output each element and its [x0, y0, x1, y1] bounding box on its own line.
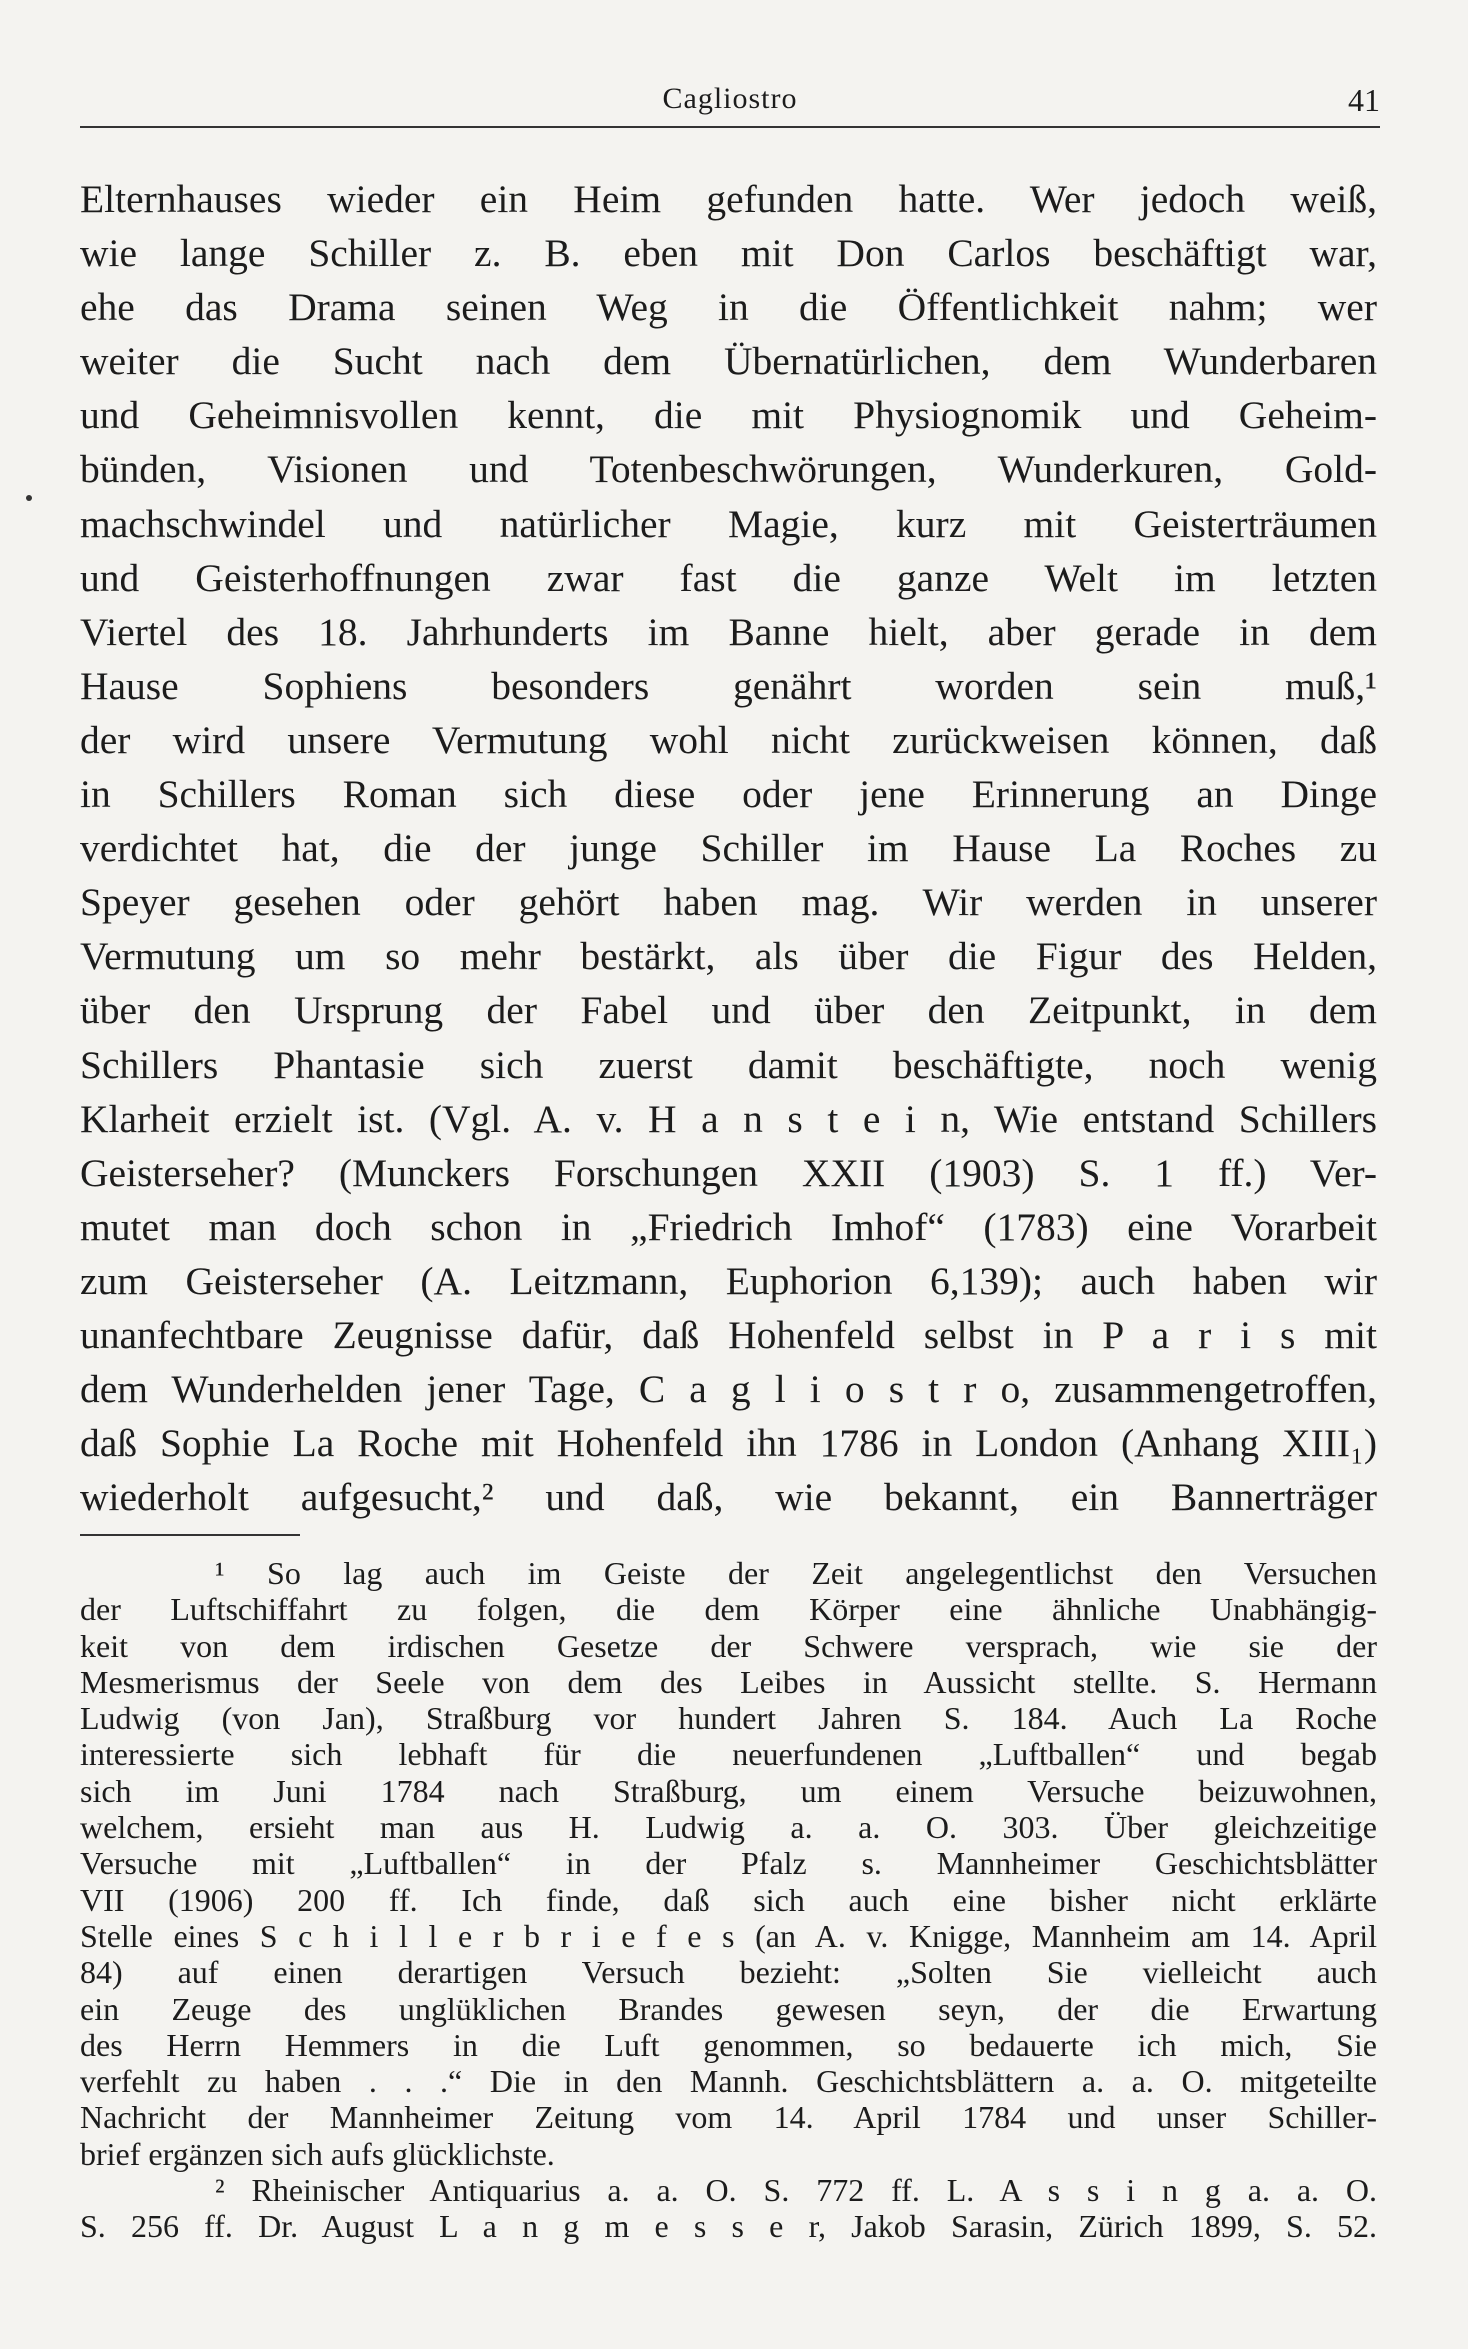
- text-line: zum Geisterseher (A. Leitzmann, Euphorion 6,139); auch haben wir: [80, 1258, 1377, 1303]
- footnote-line: 84) auf einen derartigen Versuch bezieht: „Solten Sie vielleicht auch: [80, 1954, 1377, 1991]
- text-line: Schillers Phantasie sich zuerst damit beschäftigte, noch wenig: [80, 1042, 1377, 1087]
- text-line: der wird unsere Vermutung wohl nicht zurückweisen können, daß: [80, 717, 1377, 762]
- footnote-line: der Luftschiffahrt zu folgen, die dem Körper eine ähnliche Unabhängig-: [80, 1591, 1377, 1628]
- text-line: Elternhauses wieder ein Heim gefunden hatte. Wer jedoch weiß,: [80, 177, 1377, 221]
- text-line: wiederholt aufgesucht,² und daß, wie bekannt, ein Bannerträger: [80, 1475, 1377, 1520]
- running-title: Cagliostro: [662, 82, 798, 115]
- footnote-line: des Herrn Hemmers in die Luft genommen, so bedauerte ich mich, Sie: [80, 2026, 1377, 2063]
- footnote-line: brief ergänzen sich aufs glücklichste.: [80, 2135, 555, 2172]
- text-line: Vermutung um so mehr bestärkt, als über die Figur des Helden,: [80, 934, 1377, 979]
- footnote-line: Versuche mit „Luftballen“ in der Pfalz s. Mannheimer Geschichtsblätter: [80, 1845, 1377, 1882]
- footnote-line: ² Rheinischer Antiquarius a. a. O. S. 772 ff. L. A s s i n g a. a. O.: [215, 2172, 1377, 2209]
- text-line: in Schillers Roman sich diese oder jene Erinnerung an Dinge: [80, 772, 1377, 817]
- footnote-line: Nachricht der Mannheimer Zeitung vom 14. April 1784 und unser Schiller-: [80, 2099, 1377, 2136]
- footnote-line: Mesmerismus der Seele von dem des Leibes in Aussicht stellte. S. Hermann: [80, 1663, 1377, 1700]
- footnote-line: VII (1906) 200 ff. Ich finde, daß sich auch eine bisher nicht erklärte: [80, 1881, 1377, 1918]
- text-line: daß Sophie La Roche mit Hohenfeld ihn 1786 in London (Anhang XIII₁): [80, 1421, 1377, 1466]
- text-line: Geisterseher? (Munckers Forschungen XXII (1903) S. 1 ff.) Ver-: [80, 1150, 1377, 1195]
- footnote-line: interessierte sich lebhaft für die neuerfundenen „Luftballen“ und begab: [80, 1736, 1377, 1773]
- footnote-rule: [80, 1534, 300, 1536]
- footnote-line: ¹ So lag auch im Geiste der Zeit angelegentlichst den Versuchen: [215, 1555, 1377, 1591]
- header-rule: [80, 126, 1380, 128]
- footnote-line: Stelle eines S c h i l l e r b r i e f e s (an A. v. Knigge, Mannheim am 14. April: [80, 1917, 1377, 1954]
- text-line: verdichtet hat, die der junge Schiller im Hause La Roches zu: [80, 826, 1377, 871]
- page-header: [80, 74, 1380, 134]
- text-line: bünden, Visionen und Totenbeschwörungen, Wunderkuren, Gold-: [80, 447, 1377, 492]
- text-line: und Geheimnisvollen kennt, die mit Physiognomik und Geheim-: [80, 393, 1377, 438]
- main-text: [80, 172, 1377, 1524]
- footnote-line: ein Zeuge des unglüklichen Brandes gewesen seyn, der die Erwartung: [80, 1990, 1377, 2027]
- text-line: unanfechtbare Zeugnisse dafür, daß Hohenfeld selbst in P a r i s mit: [80, 1312, 1377, 1357]
- text-line: machschwindel und natürlicher Magie, kurz mit Geisterträumen: [80, 501, 1377, 546]
- text-line: Speyer gesehen oder gehört haben mag. Wir werden in unserer: [80, 880, 1377, 925]
- text-line: Hause Sophiens besonders genährt worden sein muß,¹: [80, 663, 1377, 708]
- footnotes: [80, 1555, 1377, 2245]
- text-line: ehe das Drama seinen Weg in die Öffentlichkeit nahm; wer: [80, 285, 1377, 330]
- footnote-line: keit von dem irdischen Gesetze der Schwere versprach, wie sie der: [80, 1627, 1377, 1664]
- text-line: dem Wunderhelden jener Tage, C a g l i o s t r o, zusammengetroffen,: [80, 1367, 1377, 1412]
- text-line: und Geisterhoffnungen zwar fast die ganze Welt im letzten: [80, 555, 1377, 600]
- footnote-line: verfehlt zu haben . . .“ Die in den Mannh. Geschichtsblättern a. a. O. mitgeteilte: [80, 2063, 1377, 2100]
- page-number: 41: [1348, 82, 1380, 118]
- text-line: mutet man doch schon in „Friedrich Imhof“ (1783) eine Vorarbeit: [80, 1204, 1377, 1249]
- footnote-line: welchem, ersieht man aus H. Ludwig a. a. O. 303. Über gleichzeitige: [80, 1809, 1377, 1846]
- text-line: Viertel des 18. Jahrhunderts im Banne hielt, aber gerade in dem: [80, 609, 1377, 654]
- text-line: wie lange Schiller z. B. eben mit Don Carlos beschäftigt war,: [80, 231, 1377, 276]
- text-line: über den Ursprung der Fabel und über den Zeitpunkt, in dem: [80, 988, 1377, 1033]
- text-line: weiter die Sucht nach dem Übernatürlichen, dem Wunderbaren: [80, 339, 1377, 384]
- footnote-line: S. 256 ff. Dr. August L a n g m e s s e r, Jakob Sarasin, Zürich 1899, S. 52.: [80, 2208, 1377, 2245]
- footnote-line: sich im Juni 1784 nach Straßburg, um einem Versuche beizuwohnen,: [80, 1772, 1377, 1809]
- footnote-line: Ludwig (von Jan), Straßburg vor hundert Jahren S. 184. Auch La Roche: [80, 1700, 1377, 1737]
- margin-dot: [26, 495, 32, 501]
- text-line: Klarheit erzielt ist. (Vgl. A. v. H a n s t e i n, Wie entstand Schillers: [80, 1096, 1377, 1141]
